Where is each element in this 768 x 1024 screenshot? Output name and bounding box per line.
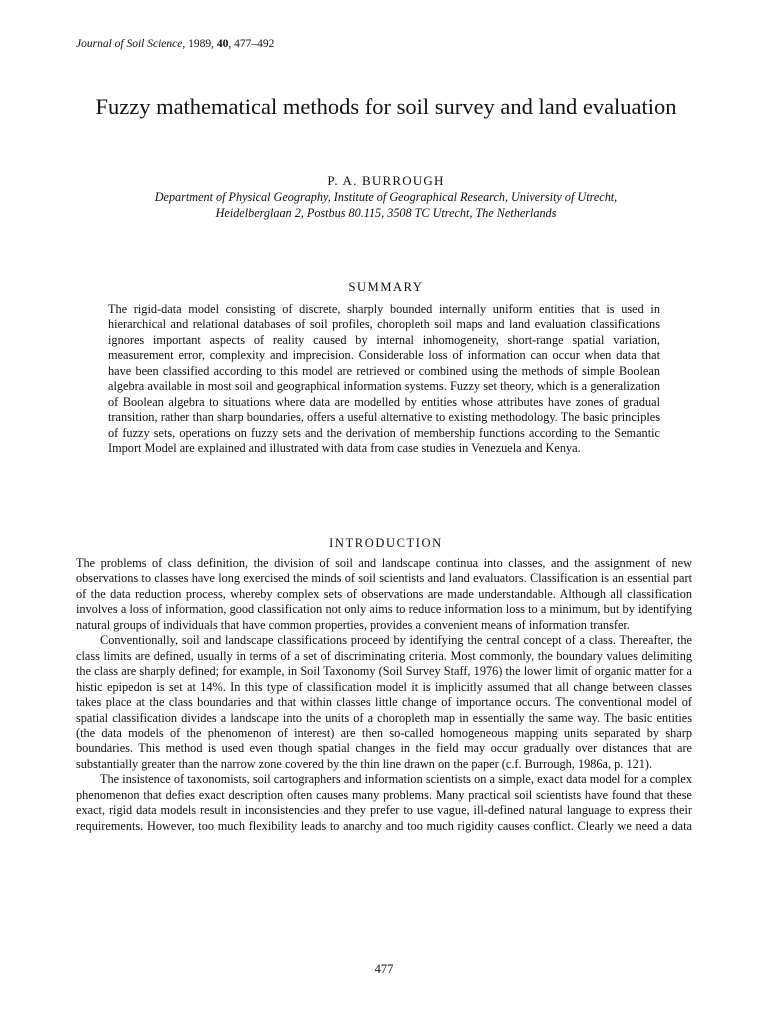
summary-text: The rigid-data model consisting of discrete, sharply bounded internally uniform entities that is used in hierarchical and relational databases of soil profiles, choropleth soil maps and land evaluation classifications ignores important aspects of reality caused by internal inhomogeneity, short-range spatial variation, measurement error, complexity and imprecision. Considerable loss of information can occur when data that have been classified according to this model are retrieved or combined using the methods of simple Boolean algebra available in most soil and geographical information systems. Fuzzy set theory, which is a generalization of Boolean algebra to situations where data are modelled by entities whose attributes have zones of gradual transition, rather than sharp boundaries, offers a useful alternative to existing methodology. The basic principles of fuzzy sets, operations on fuzzy sets and the derivation of membership functions according to the Semantic Import Model are explained and illustrated with data from case studies in Venezuela and Kenya.: [108, 302, 660, 456]
author-name: P. A. BURROUGH: [327, 173, 445, 188]
journal-year: , 1989,: [182, 38, 217, 50]
page-number: 477: [374, 962, 394, 976]
affiliation-line-1: Department of Physical Geography, Institute of Geographical Research, University of Utrecht,: [154, 190, 618, 204]
introduction-paragraph-3: The insistence of taxonomists, soil cartographers and information scientists on a simple, exact data model for a complex phenomenon that defies exact description often causes many problems. Many practical soil scientists have found that these exact, rigid data models result in inconsistencies and they prefer to use vague, ill-defined natural language to express their requirements. However, too much flexibility leads to anarchy and too much rigidity causes conflict. Clearly we need a data: [76, 772, 692, 833]
summary-heading: SUMMARY: [348, 280, 424, 294]
affiliation-line-2: Heidelberglaan 2, Postbus 80.115, 3508 TC Utrecht, The Netherlands: [215, 205, 557, 220]
journal-name: Journal of Soil Science: [76, 38, 183, 50]
introduction-heading: INTRODUCTION: [329, 536, 443, 550]
journal-reference: [76, 36, 274, 52]
journal-pages: , 477–492: [228, 38, 275, 50]
paper-title: Fuzzy mathematical methods for soil survey and land evaluation: [95, 94, 677, 119]
author-affiliation: [70, 190, 702, 221]
introduction-paragraph-1: The problems of class definition, the division of soil and landscape continua into classes, and the assignment of new observations to classes have long exercised the minds of soil scientists and land evaluators. Classification is an essential part of the data reduction process, whereby complex sets of observations are made understandable. Although all classification involves a loss of information, good classification not only aims to reduce information loss to a minimum, but by identifying natural groups of individuals that have common properties, provides a convenient means of information transfer.: [76, 556, 692, 632]
journal-volume: 40: [216, 38, 229, 50]
introduction-paragraph-2: Conventionally, soil and landscape classifications proceed by identifying the central concept of a class. Thereafter, the class limits are defined, usually in terms of a set of discriminating criteria. Most commonly, the boundary values delimiting the class are sharply defined; for example, in Soil Taxonomy (Soil Survey Staff, 1976) the lower limit of organic matter for a histic epipedon is set at 14%. In this type of classification model it is implicitly assumed that all change between classes takes place at the class boundaries and that within classes little change of importance occurs. The conventional model of spatial classification divides a landscape into the units of a choropleth map in essentially the same way. The basic entities (the data models of the phenomenon of interest) are then so-called homogeneous mapping units separated by sharp boundaries. This method is used even though spatial changes in the field may occur gradually over distances that are substantially greater than the narrow zone covered by the thin line drawn on the paper (c.f. Burrough, 1986a, p. 121).: [76, 633, 692, 771]
introduction-body: [76, 556, 692, 834]
